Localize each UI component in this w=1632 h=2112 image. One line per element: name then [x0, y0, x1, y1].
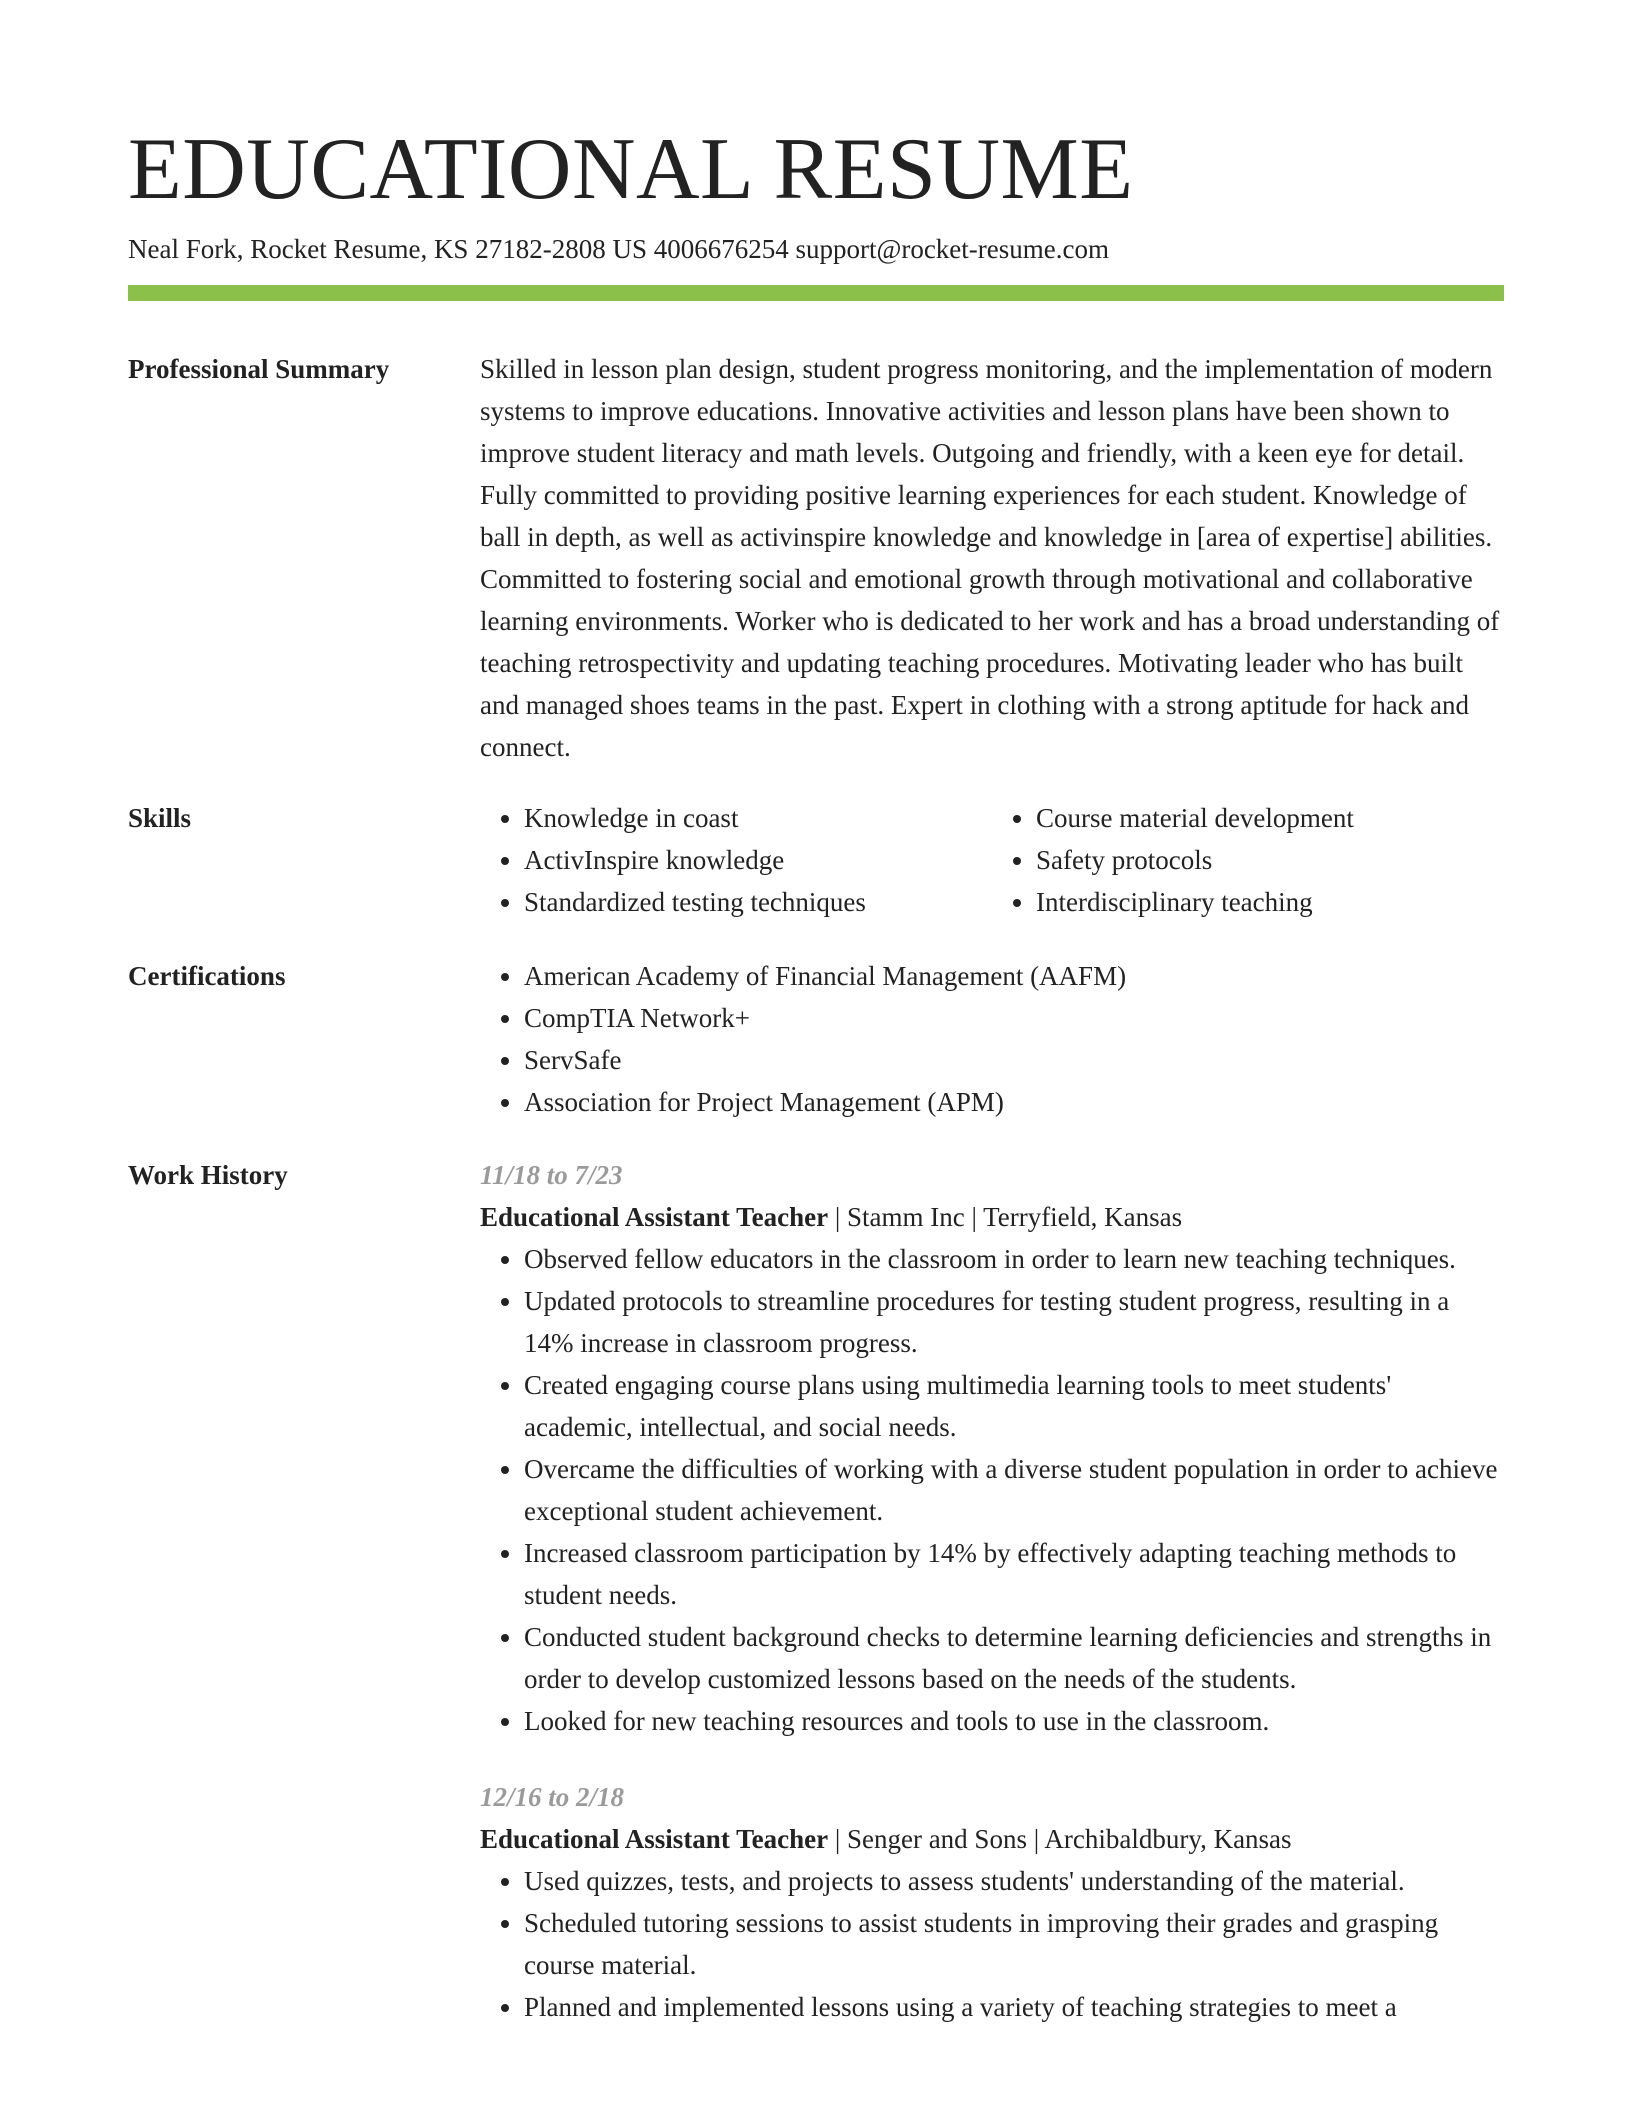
job-entry: [480, 1154, 1504, 1742]
certification-item: • CompTIA Network+: [524, 997, 1504, 1039]
job-bullet: • Created engaging course plans using multimedia learning tools to meet students' academic, intellectual, and social needs.: [524, 1364, 1504, 1448]
summary-heading: Professional Summary: [128, 354, 390, 384]
job-entry: [480, 1776, 1504, 2028]
job-bullets: [480, 1860, 1504, 2028]
job-title: Educational Assistant Teacher: [480, 1202, 829, 1232]
work-history-heading: Work History: [128, 1160, 288, 1190]
skills-list-left: [480, 797, 949, 923]
summary-text: Skilled in lesson plan design, student progress monitoring, and the implementation of modern systems to improve educations. Innovative activities and lesson plans have been shown to improve student literacy and math levels. Outgoing and friendly, with a keen eye for detail. Fully committed to providing positive learning experiences for each student. Knowledge of ball in depth, as well as activinspire knowledge and knowledge in [area of expertise] abilities. Committed to fostering social and emotional growth through motivational and collaborative learning environments. Worker who is dedicated to her work and has a broad understanding of teaching retrospectivity and updating teaching procedures. Motivating leader who has built and managed shoes teams in the past. Expert in clothing with a strong aptitude for hack and connect.: [480, 354, 1500, 762]
certifications-list: [480, 955, 1504, 1123]
job-bullet: • Overcame the difficulties of working with a diverse student population in order to achieve exceptional student achievement.: [524, 1448, 1504, 1532]
job-bullet: • Used quizzes, tests, and projects to assess students' understanding of the material.: [524, 1860, 1504, 1902]
job-bullets: [480, 1238, 1504, 1742]
skills-list-right: [992, 797, 1461, 923]
job-bullet: • Planned and implemented lessons using a variety of teaching strategies to meet a: [524, 1986, 1504, 2028]
summary-body: [480, 348, 1504, 768]
job-employer-location: | Stamm Inc | Terryfield, Kansas: [828, 1202, 1183, 1232]
job-bullet: • Increased classroom participation by 14% by effectively adapting teaching methods to student needs.: [524, 1532, 1504, 1616]
skill-item: • Interdisciplinary teaching: [1036, 881, 1461, 923]
skill-item: • Standardized testing techniques: [524, 881, 949, 923]
job-heading: [480, 1818, 1504, 1860]
job-title: Educational Assistant Teacher: [480, 1824, 829, 1854]
resume-title: EDUCATIONAL RESUME: [128, 121, 1134, 218]
skill-item: • Safety protocols: [1036, 839, 1461, 881]
job-heading: [480, 1196, 1504, 1238]
job-employer-location: | Senger and Sons | Archibaldbury, Kansas: [828, 1824, 1292, 1854]
job-bullet: • Updated protocols to streamline procedures for testing student progress, resulting in a 14% increase in classroom progress.: [524, 1280, 1504, 1364]
job-bullet: • Looked for new teaching resources and tools to use in the classroom.: [524, 1700, 1504, 1742]
certification-item: • American Academy of Financial Management (AAFM): [524, 955, 1504, 997]
skill-item: • ActivInspire knowledge: [524, 839, 949, 881]
skills-body: [480, 797, 1504, 923]
job-dates: 11/18 to 7/23: [480, 1160, 623, 1190]
certification-item: • ServSafe: [524, 1039, 1504, 1081]
job-bullet: • Conducted student background checks to determine learning deficiencies and strengths in order to develop customized lessons based on the needs of the students.: [524, 1616, 1504, 1700]
work-history-body: [480, 1154, 1504, 2028]
contact-line: Neal Fork, Rocket Resume, KS 27182-2808 US 4006676254 support@rocket-resume.com: [128, 234, 1109, 264]
accent-divider: [128, 285, 1504, 301]
skill-item: • Course material development: [1036, 797, 1461, 839]
certification-item: • Association for Project Management (APM): [524, 1081, 1504, 1123]
skills-heading: Skills: [128, 803, 192, 833]
job-dates: 12/16 to 2/18: [480, 1782, 625, 1812]
skill-item: • Knowledge in coast: [524, 797, 949, 839]
job-bullet: • Scheduled tutoring sessions to assist students in improving their grades and grasping course material.: [524, 1902, 1504, 1986]
job-bullet: • Observed fellow educators in the classroom in order to learn new teaching techniques.: [524, 1238, 1504, 1280]
certifications-heading: Certifications: [128, 961, 286, 991]
certifications-body: [480, 955, 1504, 1123]
